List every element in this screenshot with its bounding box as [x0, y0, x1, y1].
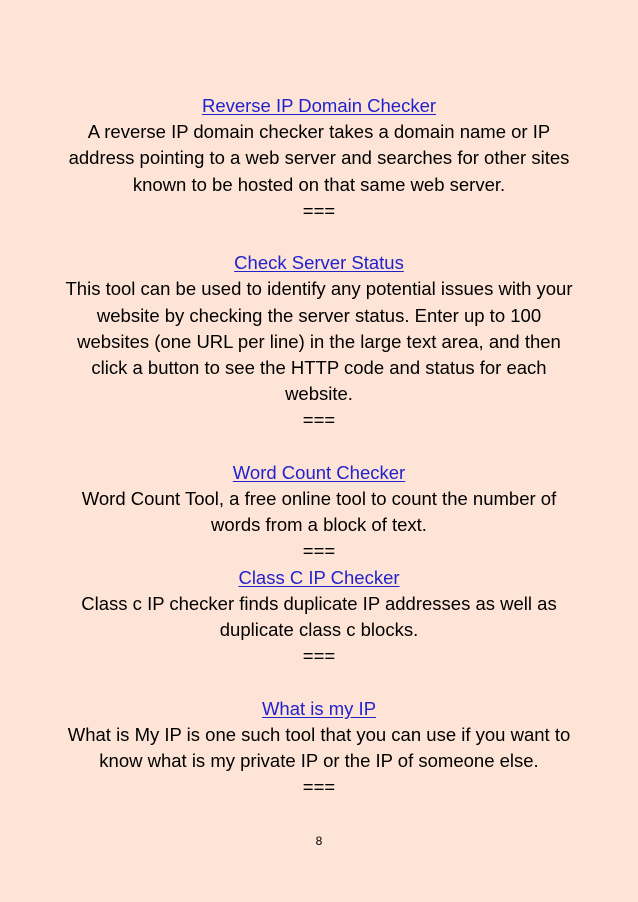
class-c-description: Class c IP checker finds duplicate IP addresses as well as duplicate class c blocks.	[81, 592, 557, 641]
blank-line	[62, 224, 576, 250]
section-separator: ===	[302, 540, 336, 562]
section-separator: ===	[302, 199, 336, 221]
section-what-is-my-ip	[62, 696, 576, 801]
section-separator: ===	[302, 409, 336, 431]
what-is-my-ip-description: What is My IP is one such tool that you can use if you want to know what is my private IP or the IP of someone else.	[67, 723, 571, 772]
word-count-checker-link[interactable]: Word Count Checker	[232, 461, 406, 483]
section-word-count	[62, 460, 576, 565]
section-class-c	[62, 565, 576, 670]
what-is-my-ip-link[interactable]: What is my IP	[261, 697, 377, 719]
class-c-ip-checker-link[interactable]: Class C IP Checker	[238, 566, 400, 588]
section-separator: ===	[302, 645, 336, 667]
blank-line	[62, 669, 576, 695]
page-number: 8	[315, 834, 323, 848]
blank-line	[62, 434, 576, 460]
reverse-ip-domain-checker-link[interactable]: Reverse IP Domain Checker	[201, 95, 437, 116]
section-separator: ===	[302, 776, 336, 798]
section-server-status	[62, 250, 576, 433]
word-count-description: Word Count Tool, a free online tool to count the number of words from a block of text.	[81, 488, 557, 536]
check-server-status-link[interactable]: Check Server Status	[234, 252, 404, 274]
reverse-ip-description: A reverse IP domain checker takes a domain name or IP address pointing to a web server and searches for other sites known to be hosted on that same web server.	[68, 121, 570, 195]
page-content	[62, 93, 576, 800]
section-reverse-ip	[62, 93, 576, 224]
server-status-description: This tool can be used to identify any potential issues with your website by checking the server status. Enter up to 100 websites (one URL per line) in the large text area, and then click a button to see the HTTP code and status for each website.	[65, 278, 573, 405]
